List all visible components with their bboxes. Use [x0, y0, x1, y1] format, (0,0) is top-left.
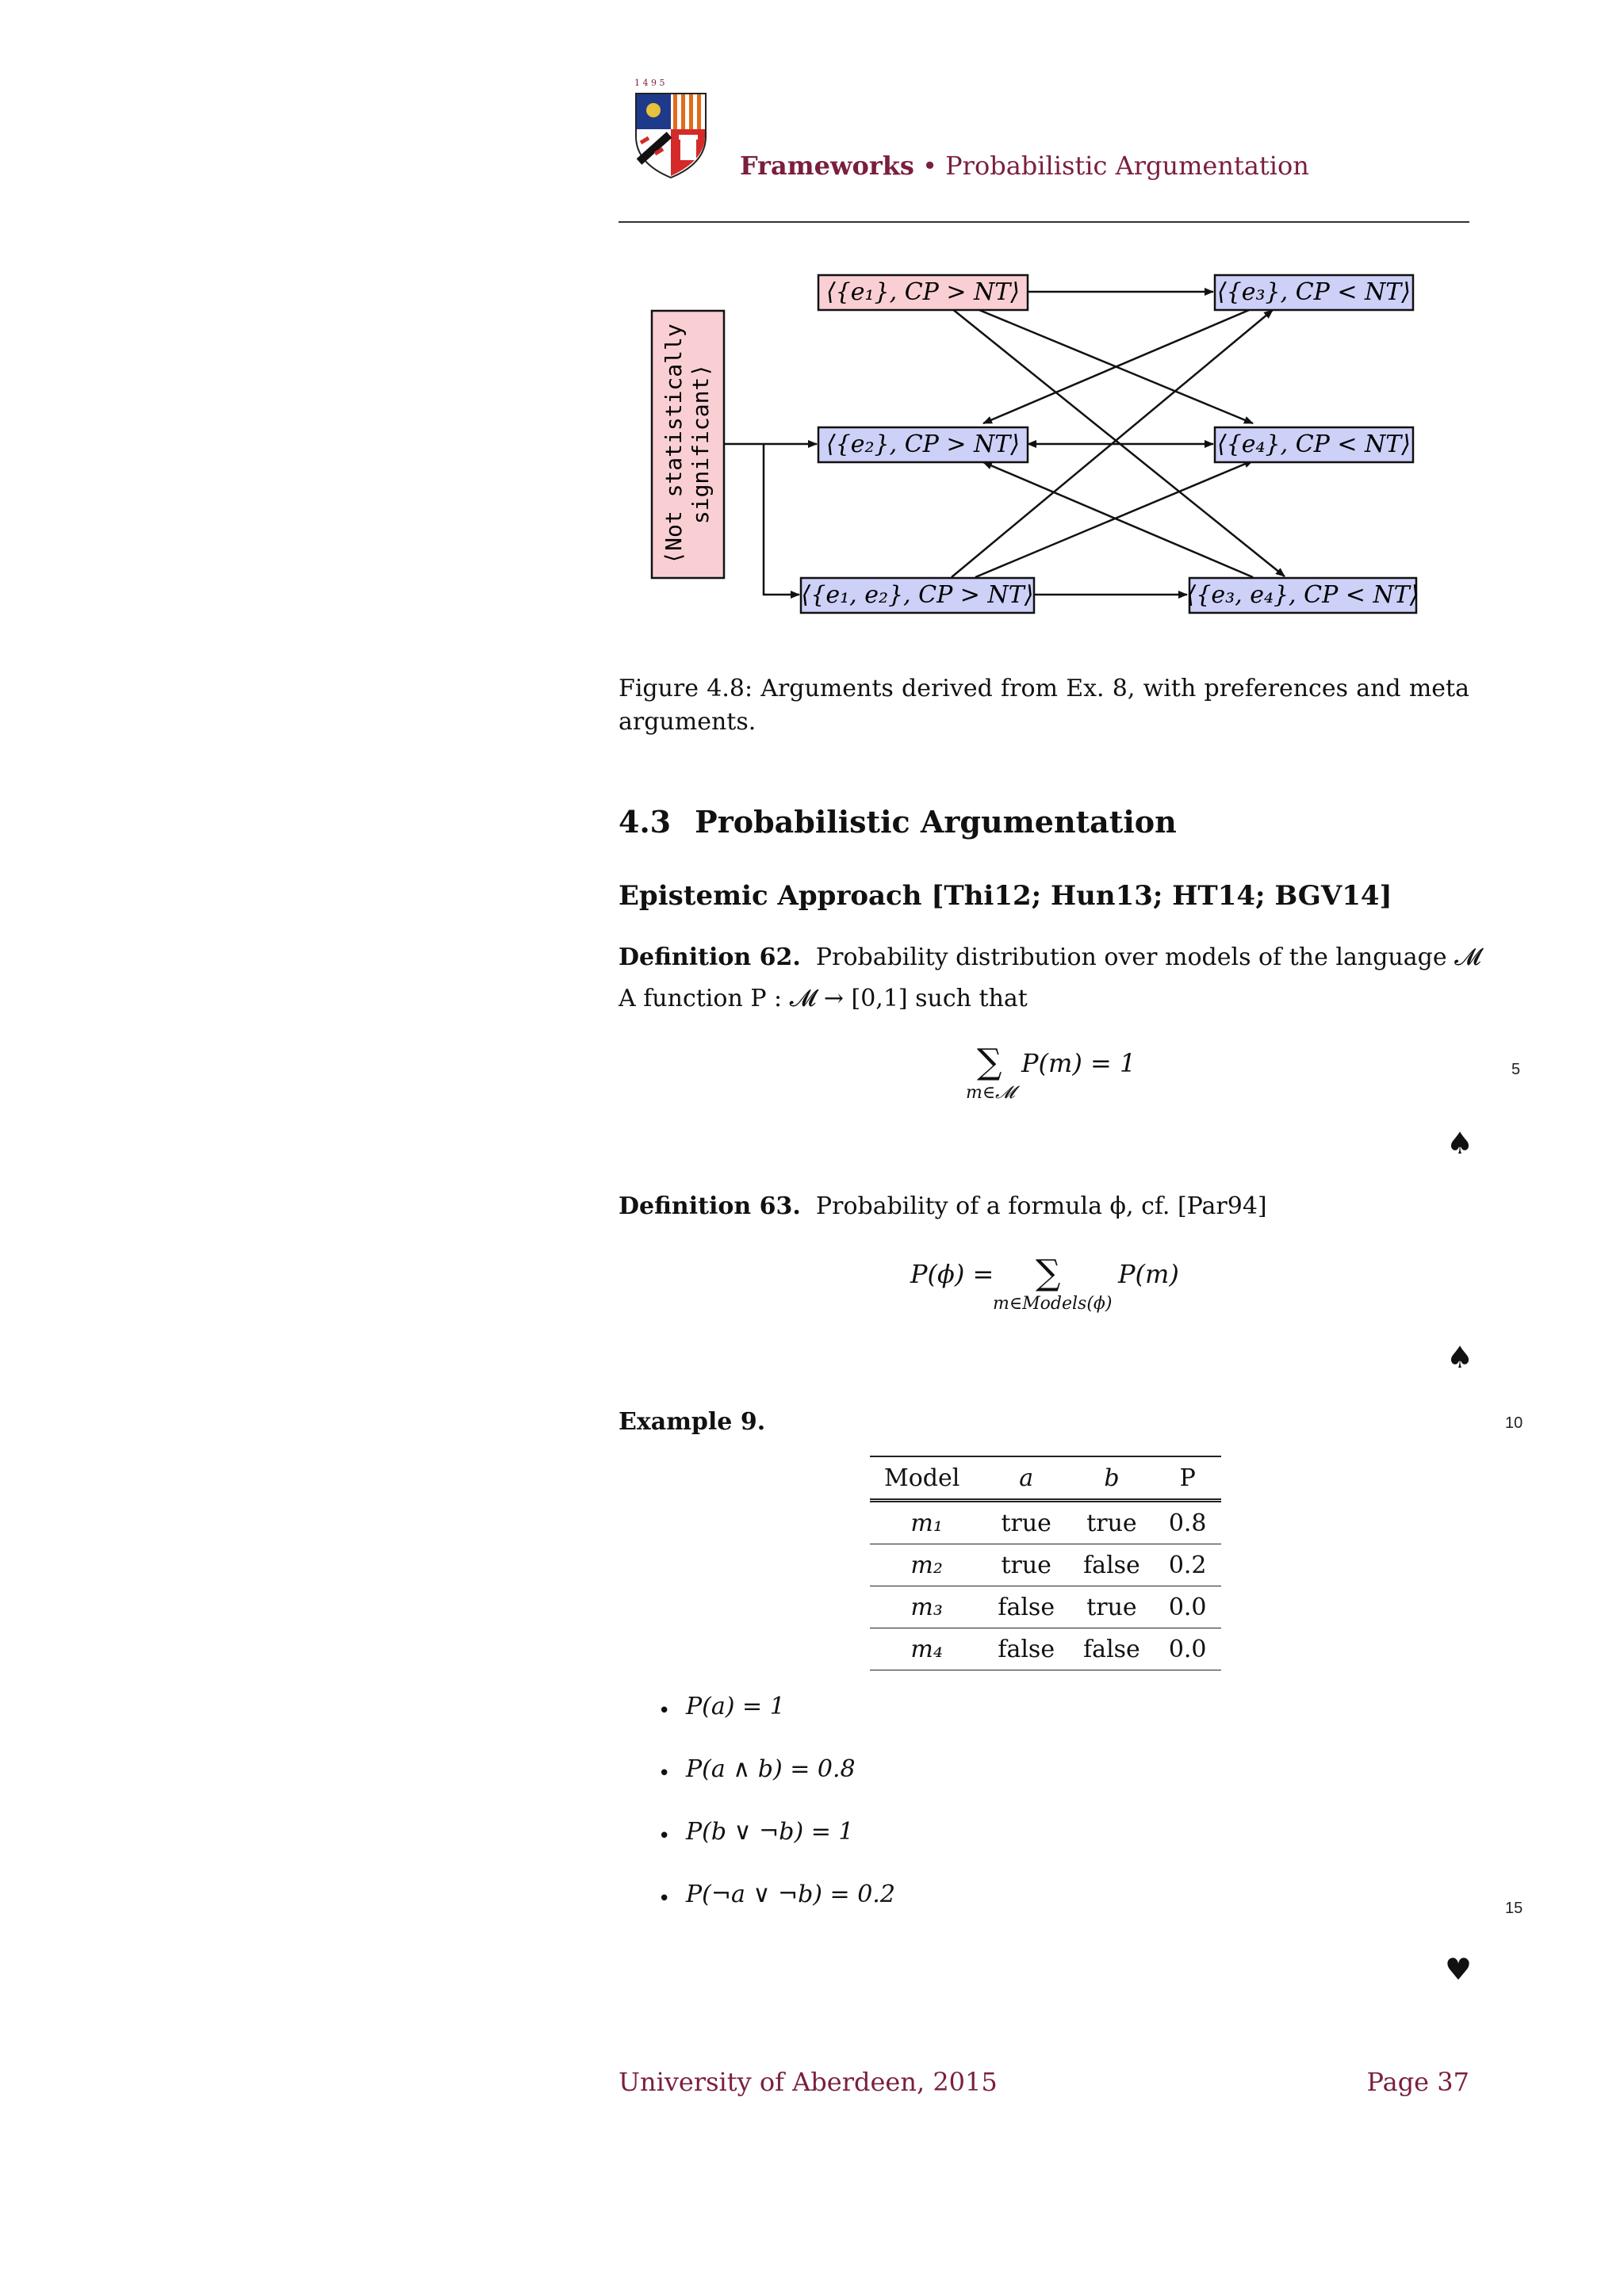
definition-62-line2: A function P : 𝓜 → [0,1] such that	[619, 985, 1028, 1012]
table-cell: true	[1086, 1593, 1137, 1621]
node-e3e4-label: ⟨{e₃, e₄}, CP < NT⟩	[1186, 581, 1419, 609]
node-e1e2-cp-gt-nt	[801, 578, 1034, 613]
subsection-heading: Epistemic Approach [Thi12; Hun13; HT14; BGV14]	[619, 880, 1392, 912]
argument-graph-figure	[650, 262, 1443, 634]
node-e3-cp-lt-nt	[1215, 275, 1413, 310]
edge-n6-n3	[983, 462, 1253, 577]
table-row	[870, 1544, 1221, 1586]
bullet-dot: •	[658, 1824, 671, 1848]
node-e2-cp-gt-nt	[818, 427, 1028, 462]
node-e3e4-cp-lt-nt	[1187, 578, 1419, 613]
section-heading	[619, 804, 1177, 840]
table-cell: m₃	[910, 1593, 943, 1621]
bullet-text: P(¬a ∨ ¬b) = 0.2	[686, 1881, 895, 1908]
table-cell: true	[1001, 1551, 1051, 1579]
table-cell: true	[1001, 1509, 1051, 1537]
table-header-a: a	[1019, 1464, 1034, 1492]
footer-page-number: Page 37	[1366, 2067, 1469, 2097]
table-cell: 0.8	[1168, 1509, 1207, 1537]
node-e2-label: ⟨{e₂}, CP > NT⟩	[825, 430, 1021, 458]
bullet-dot: •	[658, 1762, 671, 1785]
equation-63-lhs: P(ϕ) =	[910, 1259, 994, 1289]
table-cell: 0.0	[1168, 1635, 1207, 1663]
line-number-15: 15	[1505, 1900, 1523, 1917]
table-cell: m₄	[910, 1635, 943, 1663]
heart-icon: ♥	[1445, 1952, 1473, 1987]
definition-62-text: Probability distribution over models of the language 𝓜	[815, 943, 1481, 971]
running-title	[740, 151, 1309, 181]
table-header-p: P	[1179, 1464, 1196, 1492]
equation-63-rhs: P(m)	[1118, 1259, 1179, 1289]
table-header-b: b	[1104, 1464, 1120, 1492]
table-header-row	[870, 1456, 1221, 1501]
node-e4-cp-lt-nt	[1215, 427, 1413, 462]
sum-symbol-63: ∑	[1036, 1253, 1061, 1293]
definition-62	[619, 937, 1481, 1020]
figure-caption: Figure 4.8: Arguments derived from Ex. 8, with preferences and meta arguments.	[619, 675, 1469, 736]
table-cell: m₁	[910, 1509, 943, 1537]
meta-node-label-line1: ⟨Not statistically	[661, 323, 687, 564]
table-cell: false	[998, 1593, 1055, 1621]
edge-meta-n5	[764, 444, 799, 595]
crest-year: 1 4 9 5	[634, 78, 665, 88]
spade-icon-2: ♠	[1446, 1340, 1474, 1375]
equation-63-subscript: m∈Models(ϕ)	[993, 1294, 1113, 1314]
node-e4-label: ⟨{e₄}, CP < NT⟩	[1216, 430, 1411, 458]
table-row	[870, 1501, 1221, 1544]
meta-argument-node	[652, 311, 724, 578]
table-cell: false	[1083, 1635, 1140, 1663]
university-crest-logo	[631, 75, 710, 181]
running-title-chapter: Frameworks	[740, 151, 914, 181]
header-rule	[619, 221, 1469, 223]
sum-symbol: ∑	[977, 1042, 1002, 1082]
table-cell: false	[1083, 1551, 1140, 1579]
equation-62-subscript: m∈𝓜	[966, 1083, 1015, 1103]
meta-node-label-line2: significant⟩	[688, 363, 714, 525]
bullet-text: P(a ∧ b) = 0.8	[686, 1755, 856, 1783]
equation-62-body: P(m) = 1	[1021, 1048, 1136, 1078]
bullet-dot: •	[658, 1699, 671, 1723]
table-row	[870, 1628, 1221, 1670]
probability-table	[870, 1456, 1221, 1670]
bullet-dot: •	[658, 1887, 671, 1911]
footer-institution: University of Aberdeen, 2015	[619, 2067, 998, 2097]
section-title: Probabilistic Argumentation	[695, 804, 1177, 840]
definition-63-label: Definition 63.	[619, 1192, 801, 1220]
section-number: 4.3	[619, 804, 672, 840]
bullet-text: P(b ∨ ¬b) = 1	[686, 1818, 854, 1846]
table-header-model: Model	[884, 1464, 960, 1492]
definition-63-text: Probability of a formula ϕ, cf. [Par94]	[815, 1192, 1267, 1220]
line-number-5: 5	[1511, 1061, 1521, 1078]
node-e1e2-label: ⟨{e₁, e₂}, CP > NT⟩	[801, 581, 1034, 609]
node-e1-cp-gt-nt	[818, 275, 1028, 310]
spade-icon: ♠	[1446, 1126, 1474, 1161]
table-cell: 0.0	[1168, 1593, 1207, 1621]
running-title-section: Probabilistic Argumentation	[945, 151, 1309, 181]
equation-63	[910, 1253, 1180, 1316]
table-cell: 0.2	[1168, 1551, 1207, 1579]
table-cell: true	[1086, 1509, 1137, 1537]
running-title-separator: •	[922, 151, 937, 181]
table-row	[870, 1586, 1221, 1628]
definition-63	[619, 1186, 1267, 1227]
example-9-label: Example 9.	[619, 1408, 766, 1436]
definition-62-label: Definition 62.	[619, 943, 801, 971]
node-e1-label: ⟨{e₁}, CP > NT⟩	[825, 278, 1021, 306]
line-number-10: 10	[1505, 1414, 1523, 1432]
table-cell: m₂	[910, 1551, 943, 1579]
node-e3-label: ⟨{e₃}, CP < NT⟩	[1216, 278, 1411, 306]
bullet-text: P(a) = 1	[686, 1693, 785, 1720]
table-cell: false	[998, 1635, 1055, 1663]
